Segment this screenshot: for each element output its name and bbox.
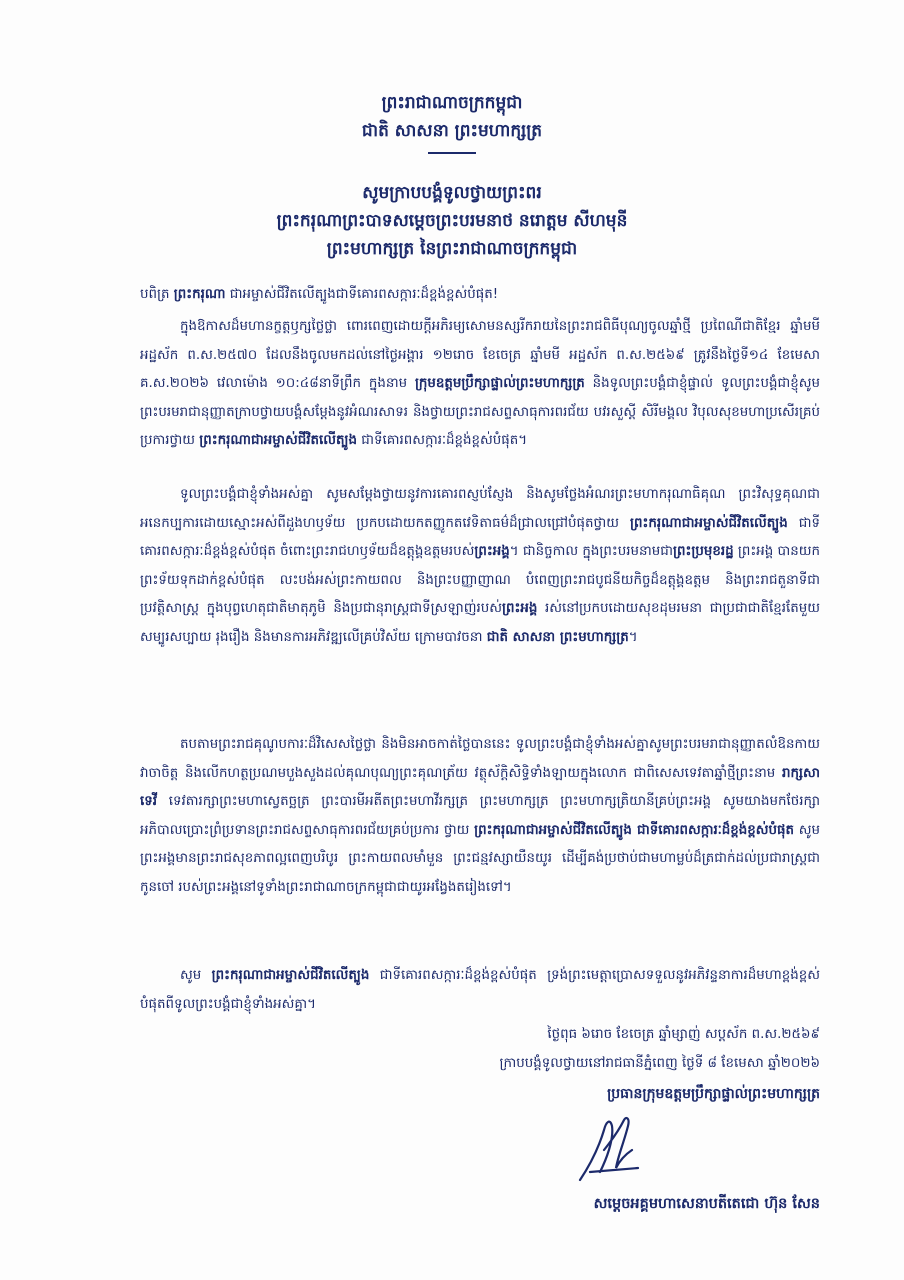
p2-text-d: ព្រះអង្គ បានយកព្រះទ័យទុកដាក់ខ្ពស់បំផុត លះបង់អស់ព្រះកាយពល និងព្រះបញ្ញាញាណ បំពេញព្រះរាជបូជនីយកិច្ចដ៏ឧត្តុង្គឧត្តម និងព្រះរាជតួនាទីជាប្រវត្តិសាស្ត្រ ក្នុងបុព្វហេតុជាតិមាតុភូមិ និងប្រជានុរាស្ត្រជាទីស្រឡាញ់របស់ — [140, 544, 820, 616]
p3-text-b: ទេវតារក្សាព្រះមហាស្វេតច្ឆត្រ ព្រះបារមីអតីតព្រះមហាវីរក្សត្រ ព្រះមហាក្សត្រ ព្រះមហាក្សត្រិយានីគ្រប់ព្រះអង្គ សូមយាងមកថែរក្សាអភិបាលប្រោះព្រំប្រទានព្រះរាជសព្ទសាធុការពរជ័យគ្រប់ប្រការ ថ្វាយ — [140, 794, 820, 838]
salutation-prefix: បពិត្រ — [140, 287, 174, 302]
letter-title-line3: ព្រះមហាក្សត្រ នៃព្រះរាជាណាចក្រកម្ពុជា — [326, 239, 578, 259]
p1-text-a: ក្នុងឱកាសដ៏មហានក្ខត្តឫក្សថ្លៃថ្លា ពោរពេញដោយក្ដីអភិរម្យសោមនស្សរីករាយនៃព្រះរាជពិធីបុណ្យចូលឆ្នាំថ្មី ប្រពៃណីជាតិខ្មែរ ឆ្នាំមមី អដ្ឋស័ក ព.ស.២៥៧០ ដែលនឹងចូលមកដល់នៅថ្ងៃអង្គារ ១២រោច ខែចេត្រ ឆ្នាំមមី អដ្ឋស័ក ព.ស.២៥៦៩ ត្រូវនឹងថ្ងៃទី១៤ ខែមេសា គ.ស.២០២៦ វេលាម៉ោង ១០:៤៨នាទីព្រឹក ក្នុងនាម — [140, 319, 820, 391]
p2-bold-b: ព្រះអង្គ — [474, 544, 510, 559]
national-motto-slogan: ជាតិ សាសនា ព្រះមហាក្សត្រ — [361, 121, 543, 141]
salutation-bold: ព្រះករុណា — [173, 287, 226, 302]
solar-date-day: ៨ — [707, 1056, 717, 1071]
paragraph-3 — [140, 731, 820, 902]
p3-bold-b: ព្រះករុណាជាអម្ចាស់ជីវិតលើត្បូង ជាទីគោរពសក្ការៈដ៏ខ្ពង់ខ្ពស់បំផុត — [474, 822, 795, 838]
solar-date-prefix: ក្រាបបង្គំទូលថ្វាយនៅរាជធានីភ្នំពេញ ថ្ងៃទី — [499, 1056, 708, 1071]
p1-bold-b: ព្រះករុណាជាអម្ចាស់ជីវិតលើត្បូង — [199, 433, 357, 448]
paragraph-1 — [140, 313, 820, 456]
p2-text-c: ។ ជានិច្ចកាល ក្នុងព្រះបរមនាមជា — [509, 544, 673, 559]
salutation-suffix: ជាអម្ចាស់ជីវិតលើត្បូងជាទីគោរពសក្ការៈដ៏ខ្ពង់ខ្ពស់បំផុត! — [225, 287, 499, 302]
p2-bold-e: ជាតិ សាសនា ព្រះមហាក្សត្រ — [486, 629, 629, 645]
handwritten-signature — [560, 1110, 670, 1190]
signatory-position: ប្រធានក្រុមឧត្តមប្រឹក្សាផ្ទាល់ព្រះមហាក្សត្រ — [607, 1086, 820, 1102]
paragraph-2 — [140, 481, 820, 652]
solar-date-suffix: ខែមេសា ឆ្នាំ២០២៦ — [717, 1056, 820, 1071]
p4-text-a: សូម — [180, 968, 212, 983]
p3-text-c: សូមព្រះអង្គមានព្រះរាជសុខភាពល្អពេញបរិបូរ ព្រះកាយពលមាំមួន ព្រះជន្មវស្សាយឺនយូរ ដើម្បីគង់ប្រថាប់ជាមហាម្លប់ដ៏ត្រជាក់ដល់ប្រជារាស្ត្រជាកូនចៅ របស់ព្រះអង្គនៅទូទាំងព្រះរាជាណាចក្រកម្ពុជាជាយូរអង្វែងតរៀងទៅ។ — [140, 822, 820, 895]
motto-divider — [428, 152, 476, 154]
p1-bold-a: ក្រុមឧត្ដមប្រឹក្សាផ្ទាល់ព្រះមហាក្សត្រ — [414, 376, 585, 391]
solar-date — [440, 1054, 820, 1074]
p2-text-f: ។ — [628, 629, 638, 645]
p4-text-b: ជាទីគោរពសក្ការៈដ៏ខ្ពង់ខ្ពស់បំផុត ទ្រង់ព្រះមេត្តាប្រោសទទួលនូវអភិវន្ទនាការដ៏មហាខ្ពង់ខ្ពស់បំផុតពីទូលព្រះបង្គំជាខ្ញុំទាំងអស់គ្នា។ — [140, 968, 820, 1012]
p2-bold-c: ព្រះប្រមុខរដ្ឋ — [672, 544, 734, 559]
p4-bold-a: ព្រះករុណាជាអម្ចាស់ជីវិតលើត្បូង — [211, 968, 370, 983]
p3-bold-a: រាក្សសាទេវី — [140, 765, 820, 809]
p2-text-e: រស់នៅប្រកបដោយសុខដុមរមនា ជាប្រជាជាតិខ្មែរតែមួយ សម្បូរសប្បាយ រុងរឿង និងមានការអភិវឌ្ឍលើគ្រប់វិស័យ ក្រោមបាវចនា — [140, 601, 820, 645]
paragraph-4 — [140, 962, 820, 1019]
p2-text-a: ទូលព្រះបង្គំជាខ្ញុំទាំងអស់គ្នា សូមសម្ដែងថ្វាយនូវការគោរពស្ញប់ស្ញែង និងសូមថ្លែងអំណរព្រះមហាករុណាធិគុណ ព្រះវិសុទ្ធគុណជាអនេកប្បការដោយស្មោះអស់ពីដួងហឫទ័យ ប្រកបដោយកតញ្ញូកតវេទិតាធម៌ដ៏ជ្រាលជ្រៅបំផុតថ្វាយ — [140, 487, 820, 531]
signatory-name: សម្ដេចអគ្គមហាសេនាបតីតេជោ ហ៊ុន សែន — [593, 1196, 820, 1212]
p2-bold-d: ព្រះអង្គ — [501, 601, 538, 616]
letter-title-line1: សូមក្រាបបង្គំទូលថ្វាយព្រះពរ — [362, 183, 542, 203]
letter-title-line2: ព្រះករុណាព្រះបាទសម្ដេចព្រះបរមនាថ នរោត្តម សីហមុនី — [276, 211, 628, 231]
lunar-date: ថ្ងៃពុធ ៦រោច ខែចេត្រ ឆ្នាំម្សាញ់ សប្ដស័ក ព.ស.២៥៦៩ — [547, 1027, 820, 1042]
p1-text-b: និងទូលព្រះបង្គំជាខ្ញុំផ្ទាល់ ទូលព្រះបង្គំជាខ្ញុំសូមព្រះបរមរាជានុញ្ញាតក្រាបថ្វាយបង្គំសម្ដែងនូវអំណរសាទរ និងថ្វាយព្រះរាជសព្ទសាធុការពរជ័យ បវរសួស្ដី សិរីមង្គល វិបុលសុខមហាប្រសើរគ្រប់ប្រការថ្វាយ — [140, 376, 820, 448]
national-motto-kingdom: ព្រះរាជាណាចក្រកម្ពុជា — [381, 93, 523, 113]
salutation — [140, 281, 820, 310]
p2-text-b: ជាទីគោរពសក្ការៈដ៏ខ្ពង់ខ្ពស់បំផុត ចំពោះព្រះរាជហឫទ័យដ៏ឧត្តុង្គឧត្តមរបស់ — [140, 515, 820, 559]
p2-bold-a: ព្រះករុណាជាអម្ចាស់ជីវិតលើត្បូង — [630, 515, 788, 531]
p3-text-a: តបតាមព្រះរាជគុណូបការៈដ៏វិសេសថ្លៃថ្លា និងមិនអាចកាត់ថ្លៃបាននេះ ទូលព្រះបង្គំជាខ្ញុំទាំងអស់គ្នាសូមព្រះបរមរាជានុញ្ញាតលំឱនកាយវាចាចិត្ត និងលើកហត្ថប្រណមបួងសួងដល់គុណបុណ្យព្រះគុណត្រ័យ វត្ថុស័ក្តិសិទ្ធិទាំងឡាយក្នុងលោក ជាពិសេសទេវតាឆ្នាំថ្មីព្រះនាម — [140, 737, 820, 781]
p1-text-c: ជាទីគោរពសក្ការៈដ៏ខ្ពង់ខ្ពស់បំផុត។ — [356, 433, 528, 448]
